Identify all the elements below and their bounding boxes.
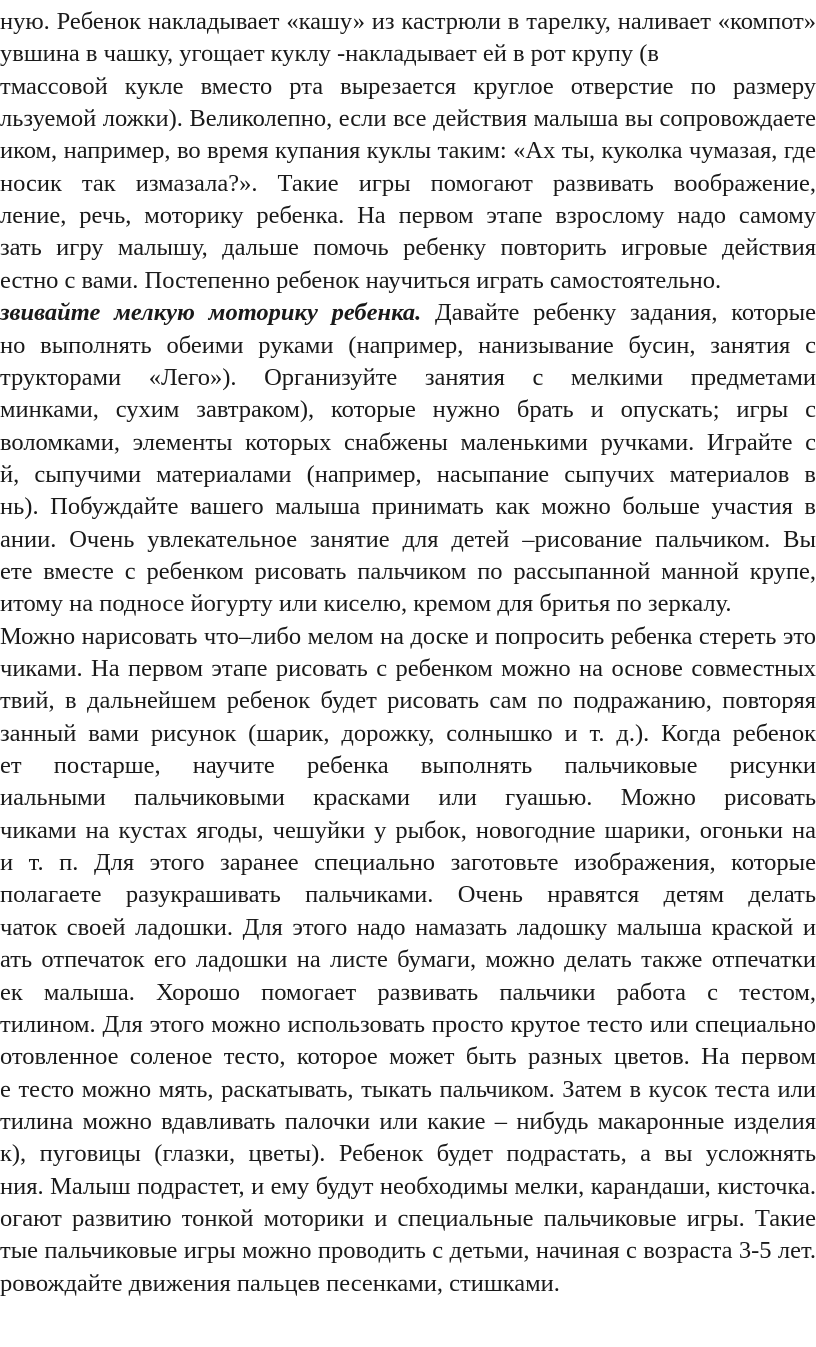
line-text: носик так измазала?». Такие игры помогают развивать воображение, [0, 169, 816, 197]
line-text: ек малыша. Хорошо помогает развивать пальчики работа с тестом, [0, 978, 816, 1006]
text-line [0, 523, 816, 557]
text-line [0, 620, 816, 654]
line-text: ании. Очень увлекательное занятие для детей –рисование пальчиком. Вы [0, 525, 816, 553]
text-line [0, 1105, 816, 1139]
line-text: ровождайте движения пальцев песенками, стишками. [0, 1269, 560, 1297]
text-line [0, 329, 816, 363]
text-line [0, 846, 816, 880]
line-text: естно с вами. Постепенно ребенок научиться играть самостоятельно. [0, 266, 722, 294]
line-text: ет постарше, научите ребенка выполнять пальчиковые рисунки [0, 752, 816, 780]
line-text: тилина можно вдавливать палочки или какие – нибудь макаронные изделия [0, 1107, 816, 1135]
text-line [0, 393, 816, 427]
line-text: но выполнять обеими руками (например, нанизывание бусин, занятия с [0, 331, 816, 359]
line-text: иальными пальчиковыми красками или гуашью. Можно рисовать [0, 784, 816, 812]
text-line [0, 652, 816, 686]
line-text: итому на подносе йогурту или киселю, кремом для бритья по зеркалу. [0, 590, 732, 618]
line-text: занный вами рисунок (шарик, дорожку, солнышко и т. д.). Когда ребенок [0, 719, 816, 747]
text-line [0, 102, 816, 136]
text-line [0, 426, 816, 460]
line-text: тмассовой кукле вместо рта вырезается круглое отверстие по размеру [0, 72, 816, 100]
emphasized-heading: звивайте мелкую моторику ребенка. [0, 299, 422, 327]
line-text: твий, в дальнейшем ребенок будет рисовать сам по подражанию, повторяя [0, 687, 816, 715]
text-line [0, 134, 816, 168]
text-line [0, 1137, 816, 1171]
line-text: е тесто можно мять, раскатывать, тыкать пальчиком. Затем в кусок теста или [0, 1075, 816, 1103]
line-text: ете вместе с ребенком рисовать пальчиком по рассыпанной манной крупе, [0, 557, 816, 585]
line-text: ния. Малыш подрастет, и ему будут необходимы мелки, карандаши, кисточка. [0, 1172, 816, 1200]
text-line [0, 943, 816, 977]
text-line [0, 555, 816, 589]
line-text: льзуемой ложки). Великолепно, если все действия малыша вы сопровождаете [0, 105, 816, 133]
line-text: нь). Побуждайте вашего малыша принимать как можно больше участия в [0, 493, 816, 521]
text-line [0, 231, 816, 265]
text-line [0, 1040, 816, 1074]
line-text: увшина в чашку, угощает куклу -накладывает ей в рот крупу (в [0, 40, 659, 68]
text-line [0, 1170, 816, 1204]
text-line [0, 684, 816, 718]
text-line [0, 5, 816, 39]
line-text: й, сыпучими материалами (например, насыпание сыпучих материалов в [0, 460, 816, 488]
line-text: воломками, элементы которых снабжены маленькими ручками. Играйте с [0, 428, 816, 456]
line-text: трукторами «Лего»). Организуйте занятия с мелкими предметами [0, 363, 816, 391]
line-text: огают развитию тонкой моторики и специальные пальчиковые игры. Такие [0, 1204, 816, 1232]
text-line [0, 37, 816, 71]
text-line [0, 781, 816, 815]
text-line [0, 490, 816, 524]
line-text: к), пуговицы (глазки, цветы). Ребенок будет подрастать, а вы усложнять [0, 1140, 816, 1168]
line-text: и т. п. Для этого заранее специально заготовьте изображения, которые [0, 849, 816, 877]
line-text: Давайте ребенку задания, которые [421, 299, 816, 327]
line-text: тые пальчиковые игры можно проводить с детьми, начиная с возраста 3-5 лет. [0, 1237, 816, 1265]
text-line [0, 1008, 816, 1042]
text-line [0, 458, 816, 492]
text-line [0, 70, 816, 104]
line-text: чиками на кустах ягоды, чешуйки у рыбок, новогодние шарики, огоньки на [0, 816, 816, 844]
line-text: иком, например, во время купания куклы таким: «Ах ты, куколка чумазая, где [0, 137, 816, 165]
line-text: ление, речь, моторику ребенка. На первом этапе взрослому надо самому [0, 202, 816, 230]
text-line [0, 361, 816, 395]
line-text: отовленное соленое тесто, которое может быть разных цветов. На первом [0, 1043, 816, 1071]
text-line [0, 717, 816, 751]
text-line [0, 296, 816, 330]
line-text: чаток своей ладошки. Для этого надо намазать ладошку малыша краской и [0, 913, 816, 941]
text-line [0, 587, 816, 621]
text-line [0, 199, 816, 233]
line-text: ную. Ребенок накладывает «кашу» из кастрюли в тарелку, наливает «компот» [0, 8, 816, 35]
text-line [0, 814, 816, 848]
text-line [0, 1267, 816, 1301]
text-line [0, 167, 816, 201]
line-text: минками, сухим завтраком), которые нужно брать и опускать; игры с [0, 396, 816, 424]
text-line [0, 878, 816, 912]
text-line [0, 1073, 816, 1107]
text-line [0, 911, 816, 945]
text-line [0, 749, 816, 783]
text-line [0, 1234, 816, 1268]
text-line [0, 1202, 816, 1236]
line-text: Можно нарисовать что–либо мелом на доске и попросить ребенка стереть это [0, 622, 816, 650]
text-line [0, 976, 816, 1010]
line-text: ать отпечаток его ладошки на листе бумаги, можно делать также отпечатки [0, 946, 816, 974]
text-line [0, 264, 816, 298]
line-text: полагаете разукрашивать пальчиками. Очень нравятся детям делать [0, 881, 816, 909]
line-text: тилином. Для этого можно использовать просто крутое тесто или специально [0, 1010, 816, 1038]
line-text: чиками. На первом этапе рисовать с ребенком можно на основе совместных [0, 655, 816, 682]
line-text: зать игру малышу, дальше помочь ребенку повторить игровые действия [0, 234, 816, 262]
